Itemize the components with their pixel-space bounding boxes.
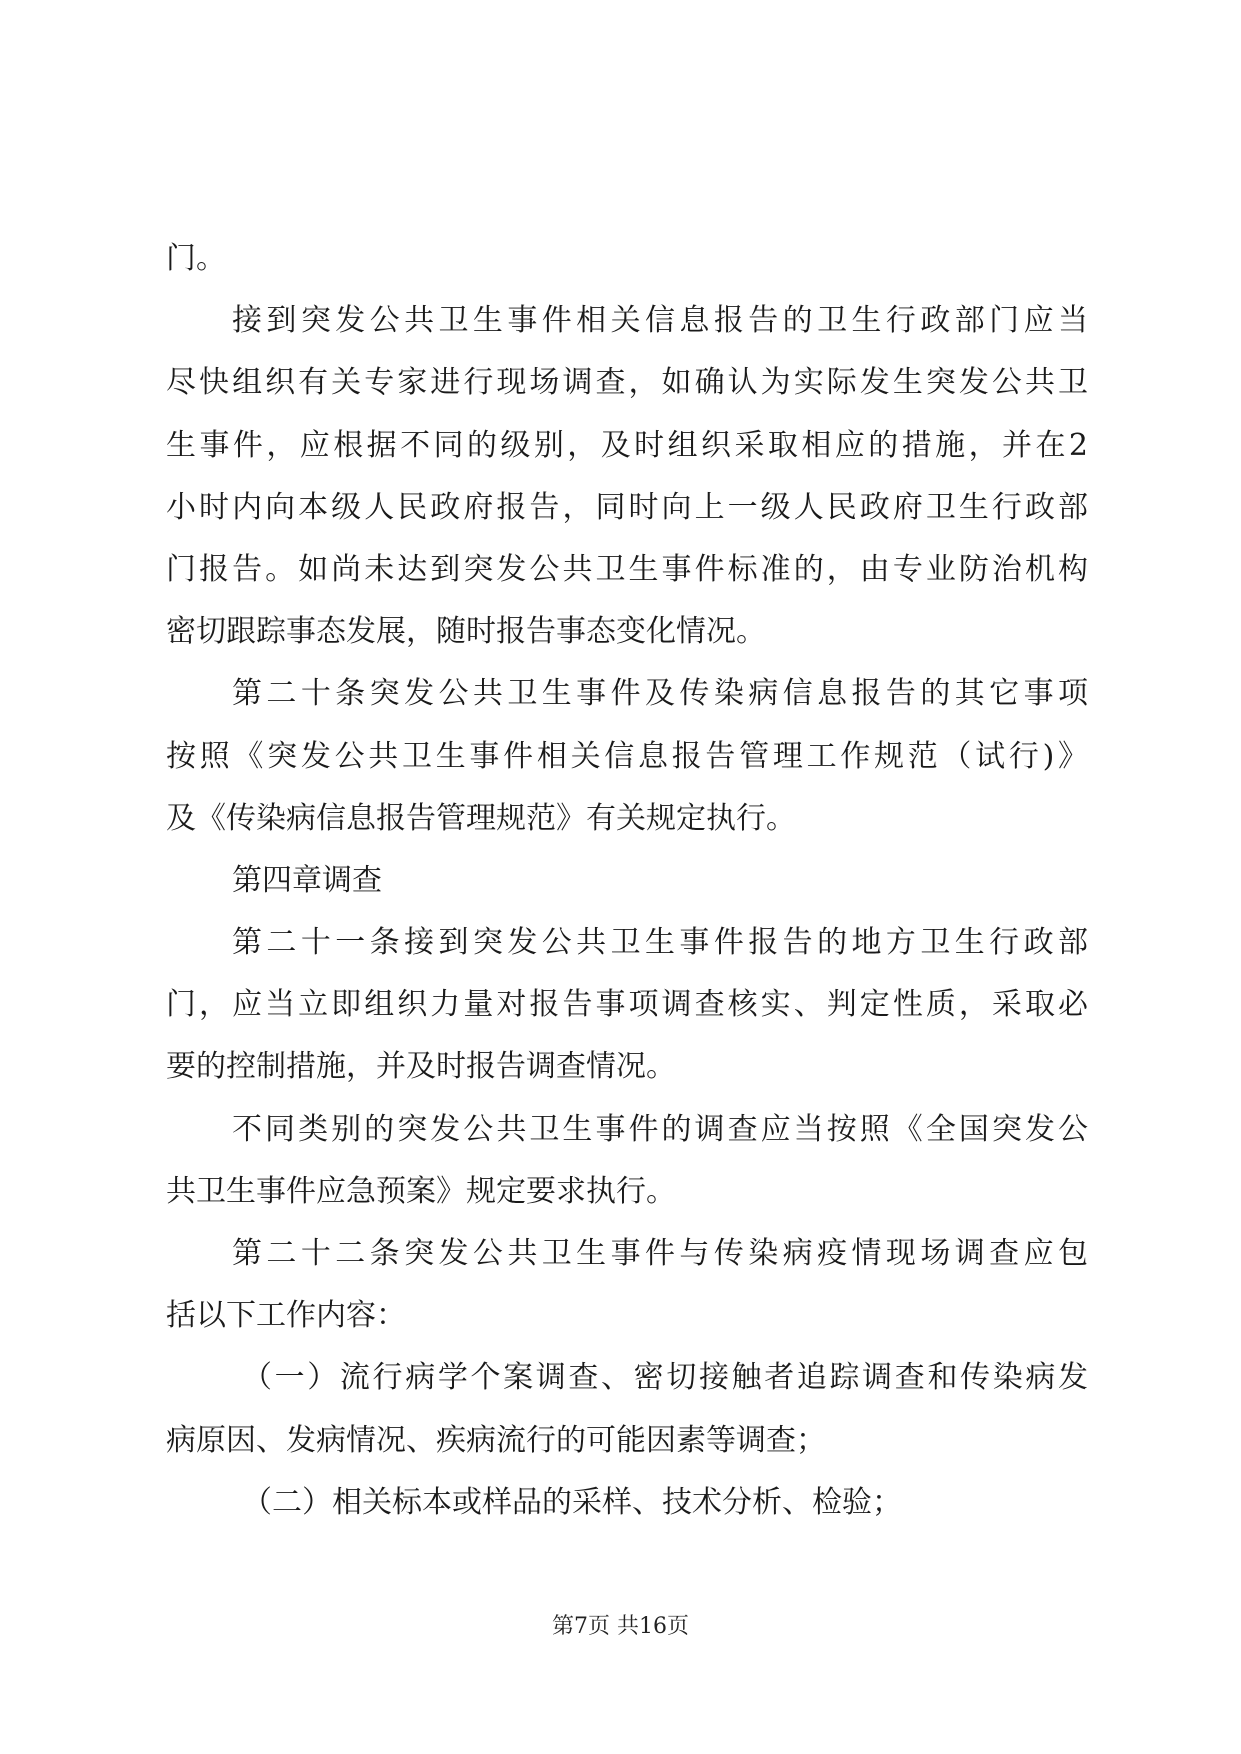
document-body (166, 228, 1088, 1534)
text-line: 小时内向本级人民政府报告，同时向上一级人民政府卫生行政部 (166, 489, 1088, 525)
list-item: （一）流行病学个案调查、密切接触者追踪调查和传染病发 (242, 1360, 1088, 1396)
text-line: 门。 (166, 241, 226, 276)
text-line: 第二十一条接到突发公共卫生事件报告的地方卫生行政部 (232, 925, 1088, 961)
page-footer (0, 1612, 1241, 1642)
text-line: 第二十条突发公共卫生事件及传染病信息报告的其它事项 (232, 676, 1088, 712)
list-item: （二）相关标本或样品的采样、技术分析、检验； (242, 1484, 902, 1520)
text-line: 门，应当立即组织力量对报告事项调查核实、判定性质，采取必 (166, 987, 1088, 1023)
text-line: 生事件，应根据不同的级别，及时组织采取相应的措施，并在2 (166, 427, 1088, 463)
text-line: 接到突发公共卫生事件相关信息报告的卫生行政部门应当 (232, 303, 1088, 339)
text-line: 门报告。如尚未达到突发公共卫生事件标准的，由专业防治机构 (166, 551, 1088, 587)
text-line: 病原因、发病情况、疾病流行的可能因素等调查； (166, 1422, 826, 1458)
text-line: 第二十二条突发公共卫生事件与传染病疫情现场调查应包 (232, 1236, 1088, 1271)
text-line: 要的控制措施，并及时报告调查情况。 (166, 1049, 676, 1085)
text-line: 按照《突发公共卫生事件相关信息报告管理工作规范（试行)》 (166, 738, 1088, 774)
page-number-label: 第7页 共16页 (552, 1614, 689, 1639)
chapter-heading: 第四章调查 (232, 862, 382, 898)
text-line: 尽快组织有关专家进行现场调查，如确认为实际发生突发公共卫 (166, 365, 1088, 401)
text-line: 不同类别的突发公共卫生事件的调查应当按照《全国突发公 (232, 1111, 1088, 1147)
text-line: 及《传染病信息报告管理规范》有关规定执行。 (166, 800, 796, 836)
text-line: 共卫生事件应急预案》规定要求执行。 (166, 1173, 676, 1209)
text-line: 密切跟踪事态发展，随时报告事态变化情况。 (166, 614, 766, 650)
text-line: 括以下工作内容： (166, 1298, 406, 1334)
